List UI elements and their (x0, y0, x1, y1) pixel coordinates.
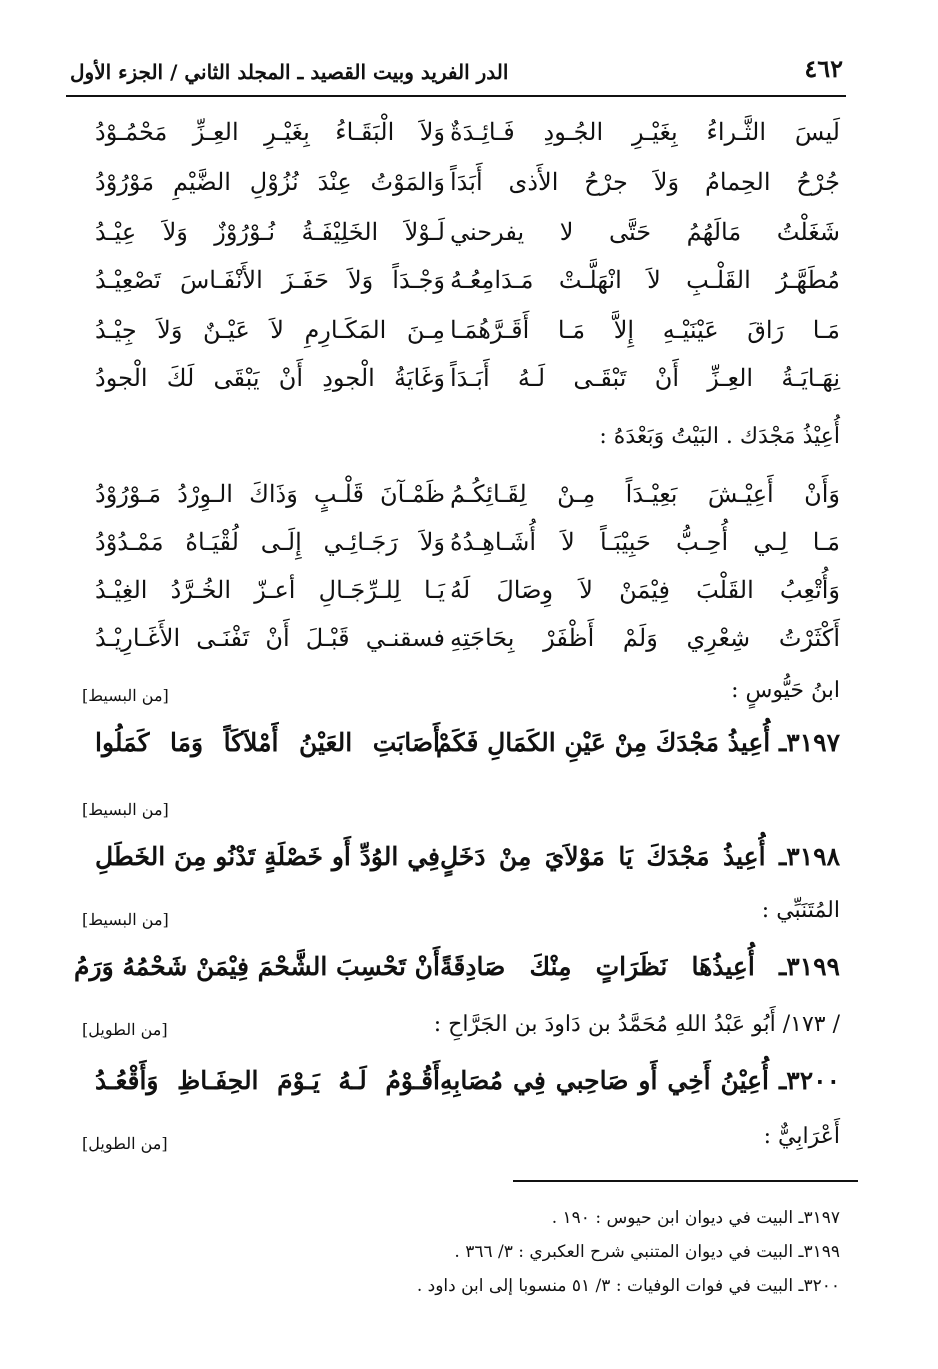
verse-second-hemistich: فسقنـي قَبْـلَ أَنْ تَفْنَـى الأَغَـارِيْـدُ (95, 624, 445, 652)
footnote: ٣١٩٧ـ البيت في ديوان ابن حيوس : ١٩٠ . (551, 1208, 840, 1228)
verse-second-hemistich: وَلاَ الْبَقَـاءُ بِغَيْـرِ العِـزِّ مَحْمُـوْدُ (95, 118, 445, 146)
meter-label: [من البسيط] (82, 686, 169, 705)
verse-second-hemistich: وَالمَوْتُ عِنْدَ نُزُوْلِ الضَّيْمِ مَوْرُوْدُ (95, 168, 445, 196)
numbered-verse (74, 952, 840, 1002)
meter-label: [من البسيط] (82, 910, 169, 929)
verse-line (95, 528, 840, 578)
footnote-rule (513, 1180, 858, 1182)
verse-line (95, 624, 840, 674)
numbered-verse (95, 842, 840, 892)
verse-second-hemistich: وَغَايَةُ الْجودِ أَنْ يَبْقَى لَكَ الْجودُ (95, 364, 445, 392)
verse-line (95, 168, 840, 218)
verse-first-hemistich: ٣١٩٨ـ أُعِيذُ مَجْدَكَ يَا مَوْلاَيَ مِنْ دَخَلٍ (440, 842, 840, 871)
verse-second-hemistich: وَجْـدَاً وَلاَ حَفَـزَ الأَنْفَـاسَ تَصْعِيْـدُ (95, 266, 445, 294)
verse-first-hemistich: نِهَـايَـةُ العِـزِّ أَنْ تَبْقَـى لَـهُ أَبَـدَاً (450, 364, 840, 392)
verse-first-hemistich: شَغَلْتُ مَالَهُمُ حَتَّى لا يفرحني (450, 218, 840, 246)
attribution: / ١٧٣/ أَبُو عَبْدُ اللهِ مُحَمَّدُ بن دَاودَ بن الجَرَّاحِ : (433, 1012, 840, 1037)
verse-number: ٣١٩٨ـ (778, 842, 840, 871)
verse-second-hemistich: فِي الوُدِّ أَو خَصْلَةٍ تَدْنُو مِنَ الخَطَلِ (95, 842, 440, 871)
verse-first-hemistich: لَيسَ الثَّـراءُ بِغَيْـرِ الجُـودِ فَـائِـدَةٌ (450, 118, 840, 146)
verse-second-hemistich: ظَمْـآنَ قَلْـبٍ وَذَاكَ الـوِرْدُ مَـوْرُوْدُ (95, 480, 445, 508)
verse-second-hemistich: لَـوْلاَ الخَلِيْفَـةُ نُـوْرُوْزٌ وَلاَ عِيْـدُ (95, 218, 445, 246)
verse-second-hemistich: أَقُـوْمُ لَـهُ يَـوْمَ الحِفَـاظِ وَأَقْعُـدُ (95, 1066, 440, 1095)
numbered-verse (95, 728, 840, 778)
meter-label: [من الطويل] (82, 1020, 168, 1039)
verse-number: ٣٢٠٠ـ (778, 1066, 840, 1095)
verse-first-hemistich: ٣٢٠٠ـ أُعِيْنُ أَخِي أَو صَاحِبي فِي مُصَابِهِ (440, 1066, 840, 1095)
page-header (70, 50, 843, 90)
verse-line (95, 316, 840, 366)
verse-first-hemistich: ٣١٩٩ـ أُعِيذُهَا نَظَرَاتٍ مِنْكَ صَادِقَةً (440, 952, 840, 981)
verse-first-hemistich: وَأَنْ أَعِيْـشَ بَعِيْـدَاً مِـنْ لِقَـائِكُـمُ (450, 480, 840, 508)
verse-second-hemistich: يَـا لِلـرِّجَـالِ أعـزّ الخُـرَّدُ الغِيْـدُ (95, 576, 445, 604)
verse-line (95, 118, 840, 168)
footnote: ٣٢٠٠ـ البيت في فوات الوفيات : ٣/ ٥١ منسوبا إلى ابن داود . (416, 1276, 840, 1296)
transition-line: أُعِيْذُ مَجْدَك . البَيْتُ وَبَعْدَهُ : (599, 424, 840, 449)
verse-first-hemistich: مُطَهَّـرُ القَلْـبِ لاَ انْهَلَّـتْ مَـدَامِعُـهُ (450, 266, 840, 294)
meter-label: [من البسيط] (82, 800, 169, 819)
attribution: ابنُ حَيُّوسٍ : (731, 678, 840, 703)
meter-label: [من الطويل] (82, 1134, 168, 1153)
verse-second-hemistich: أَصَابَتِ العَيْنُ أَمْلاَكَاً وَمَا كَمَلُوا (95, 728, 440, 757)
attribution: المُتَنَبِّي : (761, 898, 840, 923)
verse-line (95, 266, 840, 316)
verse-first-hemistich: مَـا لِـي أُحِـبُّ حَبِيْبَـاً لاَ أُشَـاهِـدُهُ (450, 528, 840, 556)
verse-line (95, 576, 840, 626)
running-title: الدر الفريد وبيت القصيد ـ المجلد الثاني / الجزء الأول (70, 60, 509, 84)
header-rule (66, 95, 846, 97)
verse-line (95, 218, 840, 268)
verse-first-hemistich: ٣١٩٧ـ أُعِيذُ مَجْدَكَ مِنْ عَيْنِ الكَمَالِ فَكَمْ (436, 728, 840, 757)
verse-second-hemistich: مِـنَ المَكَـارِمِ لاَ عَيْـنٌ وَلاَ جِيْـدُ (95, 316, 445, 344)
verse-line (95, 480, 840, 530)
verse-second-hemistich: وَلاَ رَجَـائِـي إِلَـى لُقْيَـاهُ مَمْـدُوْدُ (95, 528, 445, 556)
numbered-verse (95, 1066, 840, 1116)
verse-first-hemistich: جُرْحُ الحِمامُ وَلاَ جرْحُ الأَذى أَبَدَاً (450, 168, 840, 196)
verse-first-hemistich: مَـا رَاقَ عَيْنَيْـهِ إِلاَّ مَـا أَقَـرَّهُمَـا (450, 316, 840, 344)
verse-line (95, 364, 840, 414)
attribution: أَعْرَابِيٌّ : (763, 1124, 840, 1149)
verse-first-hemistich: أَكْثَرْتُ شِعْرِي وَلَمْ أَظْفَرْ بِحَاجَتِهِ (450, 624, 840, 652)
footnote: ٣١٩٩ـ البيت في ديوان المتنبي شرح العكبري : ٣/ ٣٦٦ . (454, 1242, 840, 1262)
page-number: ٤٦٢ (804, 54, 843, 83)
verse-number: ٣١٩٩ـ (778, 952, 840, 981)
verse-second-hemistich: أَنْ تَحْسِبَ الشَّحْمَ فِيْمَنْ شَحْمُهُ وَرَمُ (74, 952, 440, 981)
verse-number: ٣١٩٧ـ (778, 728, 840, 757)
verse-first-hemistich: وَأُتْعِبُ القَلْبَ فِيْمَنْ لاَ وِصَالَ لَهُ (450, 576, 840, 604)
